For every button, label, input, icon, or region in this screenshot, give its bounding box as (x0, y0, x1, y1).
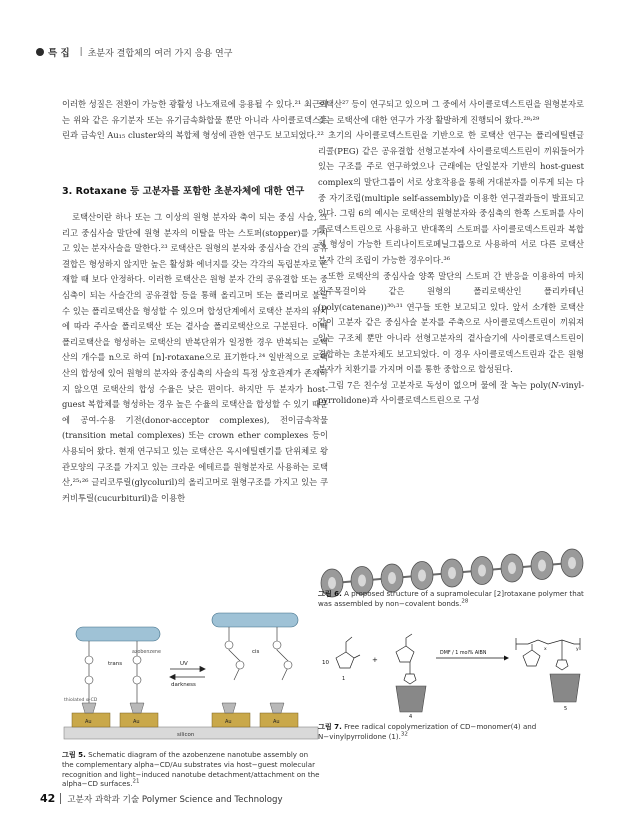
ring-cavity (508, 562, 516, 574)
cd-monomer-structure (396, 634, 416, 684)
page-footer (40, 792, 283, 805)
running-header (36, 44, 232, 60)
left-column-body (62, 210, 328, 506)
label-y: y (576, 647, 579, 652)
right-column (318, 97, 584, 409)
azobenzene-chain (277, 627, 290, 680)
right-paragraph-2: 초기의 사이클로덱스트린을 기반으로 한 로택산 연구는 폴리에틸렌글리콜(PEG) 같은 공유결합 선형고분자에 사이클로덱스트린이 끼워들어가 있는 구조를 주로 연구하였으나 근래에는 단일분자 기반의 host-guest complex의 말단그룹이 서로 상호작용을 통해 거대분자를 이루게 되는 다중 자기조립(multiple self-assembly)을 이용한 연구결과들이 발표되고 있다. 그림 6의 예시는 로택산의 원형분자와 중심축의 한쪽 스토퍼를 사이클로덱스트린으로 사용하고 반대쪽의 스토퍼를 사이클로덱스트린과 복합체 형성이 가능한 트리나이트로페닐그룹으로 사용하여 서로 다른 로택산 분자 간의 조립이 가능한 경우이다.³⁶ (318, 130, 584, 265)
benzene-ring (85, 676, 93, 684)
azobenzene-label: azobenzene (132, 650, 161, 655)
left-column-intro (62, 97, 328, 144)
caption-label: 그림 7. (318, 722, 342, 731)
darkness-label: darkness (171, 682, 196, 688)
au-label: Au (225, 719, 232, 725)
arrowhead (170, 675, 175, 680)
ring-cavity (328, 577, 336, 589)
p4-italic: N (551, 379, 559, 390)
ring-cavity (358, 575, 366, 587)
benzene-ring (225, 641, 233, 649)
trans-label: trans (108, 661, 123, 667)
caption-text: Schematic diagram of the azobenzene nanotube assembly on the complementary alpha−CD/Au substrates via host−guest molecular recognition and light−induced nanotube detachment/attachment on the alpha−CD surfaces. (62, 750, 320, 789)
figure-7-caption (318, 722, 586, 742)
vinylpyrrolidone-structure (336, 637, 360, 668)
benzene-ring (284, 661, 292, 669)
caption-text: A proposed structure of a supramolecular [2]rotaxane polymer that was assembled by non−covalent bonds. (318, 589, 584, 608)
benzene-ring (133, 656, 141, 664)
caption-ref: 21 (132, 779, 140, 786)
cd-cup (130, 703, 144, 713)
copolymer-structure (516, 638, 580, 670)
arrowhead (504, 656, 509, 661)
header-section: 특 집 (48, 48, 70, 59)
ring-cavity (388, 572, 396, 584)
au-label: Au (273, 719, 280, 725)
left-paragraph-2: 로택산이란 하나 또는 그 이상의 원형 분자와 축이 되는 중심 사슬, 그리고 중심사슬 말단에 원형 분자의 이탈을 막는 스토퍼(stopper)를 가지고 있는 분자사슬을 말한다.²³ 로택산은 원형의 분자와 중심사슬 간의 공유결합은 형성하지 않지만 높은 활성화 에너지를 갖는 각각의 독립분자로 존재할 때 보다 안정하다. 이러한 로택산은 원형 분자 간의 공유결합 또는 중심축이 되는 사슬간의 공유결합 등을 통해 올리고머 또는 폴리머로 불릴 수 있는 폴리로택산을 형성할 수 있으며 합성단계에서 로택산 분자의 위치에 따라 주사슬 폴리로택산 또는 곁사슬 폴리로택산으로 구분된다. 이때 폴리로택산을 형성하는 로택산의 반복단위가 일정한 경우 반복되는 로택산의 개수를 n으로 하여 [n]-rotaxane으로 표기한다.²⁴ 일반적으로 로택산의 합성에 있어 원형의 분자와 중심축의 사슬의 특정 상호관계가 존재하지 않으면 로택산의 합성 수율은 낮은 편이다. 하지만 두 분자가 host-guest 복합체를 형성하는 경우 높은 수율의 로택산을 합성할 수 있기 때문에 공여-수용 기전(donor-acceptor complexes), 전이금속착물(transition metal complexes) 또는 crown ether complexes 등이 사용되어 왔다. 현재 연구되고 있는 로택산은 옥시에틸렌기를 단위체로 왕관모양의 구조를 가지고 있는 크라운 에테르를 원형분자로 사용하는 로택산,²⁵˒²⁶ 글리코루릴(glycoluril)의 올리고머로 원형구조를 가지고 있는 쿠커비투릴(cucurbituril)을 이용한 (62, 212, 328, 503)
label-1: 1 (342, 676, 346, 682)
cd-cup (270, 703, 284, 713)
right-paragraph-3: 또한 로택산의 중심사슬 양쪽 말단의 스토퍼 간 반응을 이용하여 마치 진주목걸이와 같은 원형의 폴리로택산인 폴리카테닌(poly(catenane))³⁰˒³¹ 연구들 또한 보고되고 있다. 앞서 소개한 로택산 같이 고분자 같은 중심사슬 분자를 주축으로 사이클로덱스트린이 끼워져 있는 구조체 뿐만 아니라 선형고분자의 곁사슬기에 사이클로덱스트린이 결합하는 초분자체도 보고되었다. 이 경우 사이클로덱스트린과 같은 원형분자가 치환기를 가지며 이를 통한 중합으로 합성된다. (318, 270, 584, 375)
figure-5-caption (62, 750, 320, 789)
header-divider: | (79, 47, 83, 57)
ring-cavity (448, 567, 456, 579)
figure-6-caption (318, 589, 586, 609)
left-paragraph-1: 이러한 성질은 전환이 가능한 광활성 나노재료에 응용될 수 있다.²¹ 최근에는 위와 같은 유기분자 또는 유기금속화합물 뿐만 아니라 사이클로덱스트린과 금속인 Au₁₅ cluster와의 복합체 형성에 관한 연구도 보고되었다.²² (62, 99, 328, 141)
reaction-conditions: DMF / 1 mol% AIBN (440, 651, 487, 656)
cis-label: cis (252, 649, 260, 655)
ring-cavity (568, 557, 576, 569)
benzene-ring (273, 641, 281, 649)
figure-7 (318, 628, 586, 720)
azobenzene-chain (229, 627, 242, 680)
page-number: 42 (40, 792, 56, 805)
right-paragraph-1: 로택산²⁷ 등이 연구되고 있으며 그 중에서 사이클로덱스트린을 원형분자로 갖는 로택산에 대한 연구가 가장 활발하게 진행되어 왔다.²⁸˒²⁹ (318, 99, 584, 125)
benzene-ring (236, 661, 244, 669)
arrowhead (200, 667, 205, 672)
bullet-icon (36, 48, 44, 56)
footer-divider (60, 793, 61, 804)
right-paragraph-4 (318, 378, 584, 409)
ring-cavity (538, 560, 546, 572)
cd-cup (82, 703, 96, 713)
label-5: 5 (564, 706, 568, 712)
cd-cone-icon (396, 686, 426, 712)
caption-label: 그림 6. (318, 589, 342, 598)
nanotube (76, 627, 160, 641)
header-title: 초분자 결합체의 여러 가지 응용 연구 (87, 48, 233, 59)
label-10: 10 (322, 660, 329, 666)
nanotube (212, 613, 298, 627)
caption-ref: 28 (461, 598, 469, 605)
benzene-ring (133, 676, 141, 684)
label-4: 4 (409, 714, 413, 720)
ring-cavity (478, 565, 486, 577)
uv-label: UV (180, 661, 188, 667)
figure-5 (62, 605, 320, 743)
caption-text: Free radical copolymerization of CD−monomer(4) and N−vinylpyrrolidone (1). (318, 722, 537, 741)
benzene-ring (85, 656, 93, 664)
section-heading: 3. Rotaxane 등 고분자를 포함한 초분자체에 대한 연구 (62, 186, 305, 197)
caption-ref: 32 (400, 731, 408, 738)
cd-cup (222, 703, 236, 713)
thiolated-cd-label: thiolated α-CD (64, 698, 98, 703)
label-x: x (544, 647, 547, 652)
au-label: Au (133, 719, 140, 725)
au-label: Au (85, 719, 92, 725)
plus-sign: + (372, 656, 378, 664)
cd-cone-icon (550, 674, 580, 702)
caption-label: 그림 5. (62, 750, 86, 759)
ring-cavity (418, 570, 426, 582)
journal-name: 고분자 과학과 기술 Polymer Science and Technology (67, 794, 283, 805)
p4-text-a: 그림 7은 친수성 고분자로 독성이 없으며 물에 잘 녹는 poly( (327, 379, 552, 390)
silicon-label: silicon (177, 732, 195, 738)
p4-text-b: -vinyl-pyrrolidone)과 사이클로덱스트린으로 구성 (318, 379, 584, 406)
